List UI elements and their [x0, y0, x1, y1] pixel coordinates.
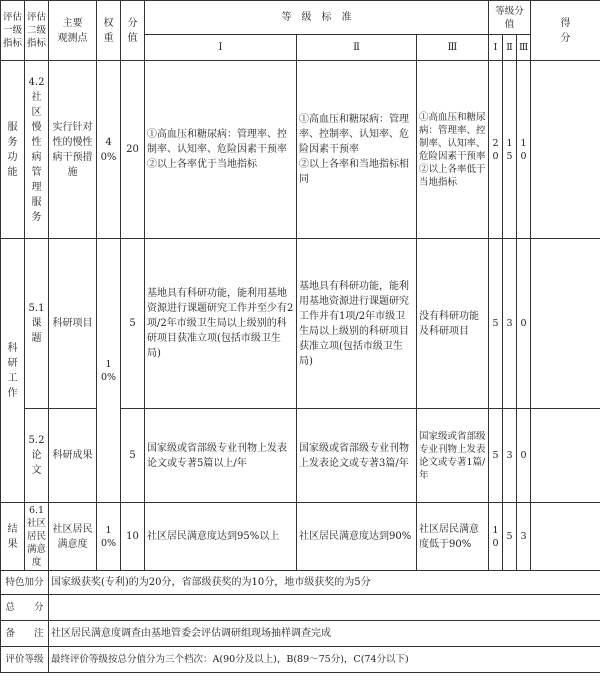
row-result-s1: 10 — [489, 503, 503, 571]
row-research2-observe: 科研成果 — [49, 409, 97, 503]
row-service-s1: 20 — [489, 61, 503, 239]
row-research1-level2: 5.1 课题 — [25, 239, 49, 409]
row-research2-score: 5 — [121, 409, 145, 503]
row-service-score: 20 — [121, 61, 145, 239]
row-research2-std3: 国家级或省部级专业刊物上发表论文或专著1篇/年 — [417, 409, 489, 503]
header-score-3: Ⅲ — [517, 35, 531, 61]
row-service-s3: 10 — [517, 61, 531, 239]
row-result-s3: 3 — [517, 503, 531, 571]
row-service-std1: ①高血压和糖尿病：管理率、控制率、认知率、危险因素干预率 ②以上各率优于当地指标 — [145, 61, 297, 239]
row-service-level2: 4.2 社区慢性病管理服务 — [25, 61, 49, 239]
header-score: 分 值 — [121, 1, 145, 61]
total-text — [49, 595, 600, 621]
row-result-s2: 5 — [503, 503, 517, 571]
row-result-std2: 社区居民满意度达到90% — [297, 503, 417, 571]
row-result-obtained — [531, 503, 600, 571]
header-level2: 评估 二级 指标 — [25, 1, 49, 61]
grade-text: 最终评价等级按总分值分为三个档次：A(90分及以上)，B(89～75分)，C(74分以下) — [49, 647, 600, 673]
row-service-std2: ①高血压和糖尿病：管理率、控制率、认知率、危险因素干预率 ②以上各率和当地指标相同 — [297, 61, 417, 239]
header-score-2: Ⅱ — [503, 35, 517, 61]
row-research1-s3: 0 — [517, 239, 531, 409]
row-research1-s2: 3 — [503, 239, 517, 409]
header-level-1: Ⅰ — [145, 35, 297, 61]
row-result-level1: 结 果 — [1, 503, 25, 571]
total-label: 总 分 — [1, 595, 49, 621]
row-research1-obtained — [531, 239, 600, 409]
row-result-std3: 社区居民满意度低于90% — [417, 503, 489, 571]
row-research-weight: 10% — [97, 239, 121, 503]
row-research2-std1: 国家级或省部级专业刊物上发表论文或专著5篇以上/年 — [145, 409, 297, 503]
row-result-weight: 10% — [97, 503, 121, 571]
row-research2-obtained — [531, 409, 600, 503]
bonus-text: 国家级获奖(专利)的为20分，省部级获奖的为10分，地市级获奖的为5分 — [49, 571, 600, 595]
row-service-s2: 15 — [503, 61, 517, 239]
row-research2-s1: 5 — [489, 409, 503, 503]
row-research1-std1: 基地具有科研功能，能利用基地资源进行课题研究工作并至少有2项/2年市级卫生局以上级别的科研项目获准立项(包括市级卫生局) — [145, 239, 297, 409]
header-standard: 等 级 标 准 — [145, 1, 489, 35]
note-label: 备 注 — [1, 621, 49, 647]
header-score-levels: 等级分值 — [489, 1, 531, 35]
row-research1-std2: 基地具有科研功能，能利用基地资源进行课题研究工作并有1项/2年市级卫生局以上级别的科研项目获准立项(包括市级卫生局) — [297, 239, 417, 409]
row-service-observe: 实行针对性的慢性病干预措施 — [49, 61, 97, 239]
row-research2-level2: 5.2 论文 — [25, 409, 49, 503]
header-level-2: Ⅱ — [297, 35, 417, 61]
header-level-3: Ⅲ — [417, 35, 489, 61]
bonus-label: 特色加分 — [1, 571, 49, 595]
note-text: 社区居民满意度调查由基地管委会评估调研组现场抽样调查完成 — [49, 621, 600, 647]
row-research2-s2: 3 — [503, 409, 517, 503]
row-service-weight: 40% — [97, 61, 121, 239]
header-weight: 权 重 — [97, 1, 121, 61]
row-research-level1: 科 研 工 作 — [1, 239, 25, 503]
row-research2-std2: 国家级或省部级专业刊物上发表论文或专著3篇/年 — [297, 409, 417, 503]
row-result-level2: 6.1 社区居民满意度 — [25, 503, 49, 571]
row-research1-s1: 5 — [489, 239, 503, 409]
grade-label: 评价等级 — [1, 647, 49, 673]
row-service-obtained — [531, 61, 600, 239]
row-service-level1: 服 务 功 能 — [1, 61, 25, 239]
header-observe: 主要 观测点 — [49, 1, 97, 61]
row-research1-score: 5 — [121, 239, 145, 409]
header-level1: 评估 一级 指标 — [1, 1, 25, 61]
row-service-std3: ①高血压和糖尿病：管理率、控制率、认知率、危险因素干预率 ②以上各率低于当地指标 — [417, 61, 489, 239]
row-result-observe: 社区居民满意度 — [49, 503, 97, 571]
header-score-1: Ⅰ — [489, 35, 503, 61]
row-research1-observe: 科研项目 — [49, 239, 97, 409]
row-result-std1: 社区居民满意度达到95%以上 — [145, 503, 297, 571]
row-research2-s3: 0 — [517, 409, 531, 503]
header-obtained: 得 分 — [531, 1, 600, 61]
row-research1-std3: 没有科研功能及科研项目 — [417, 239, 489, 409]
row-result-score: 10 — [121, 503, 145, 571]
